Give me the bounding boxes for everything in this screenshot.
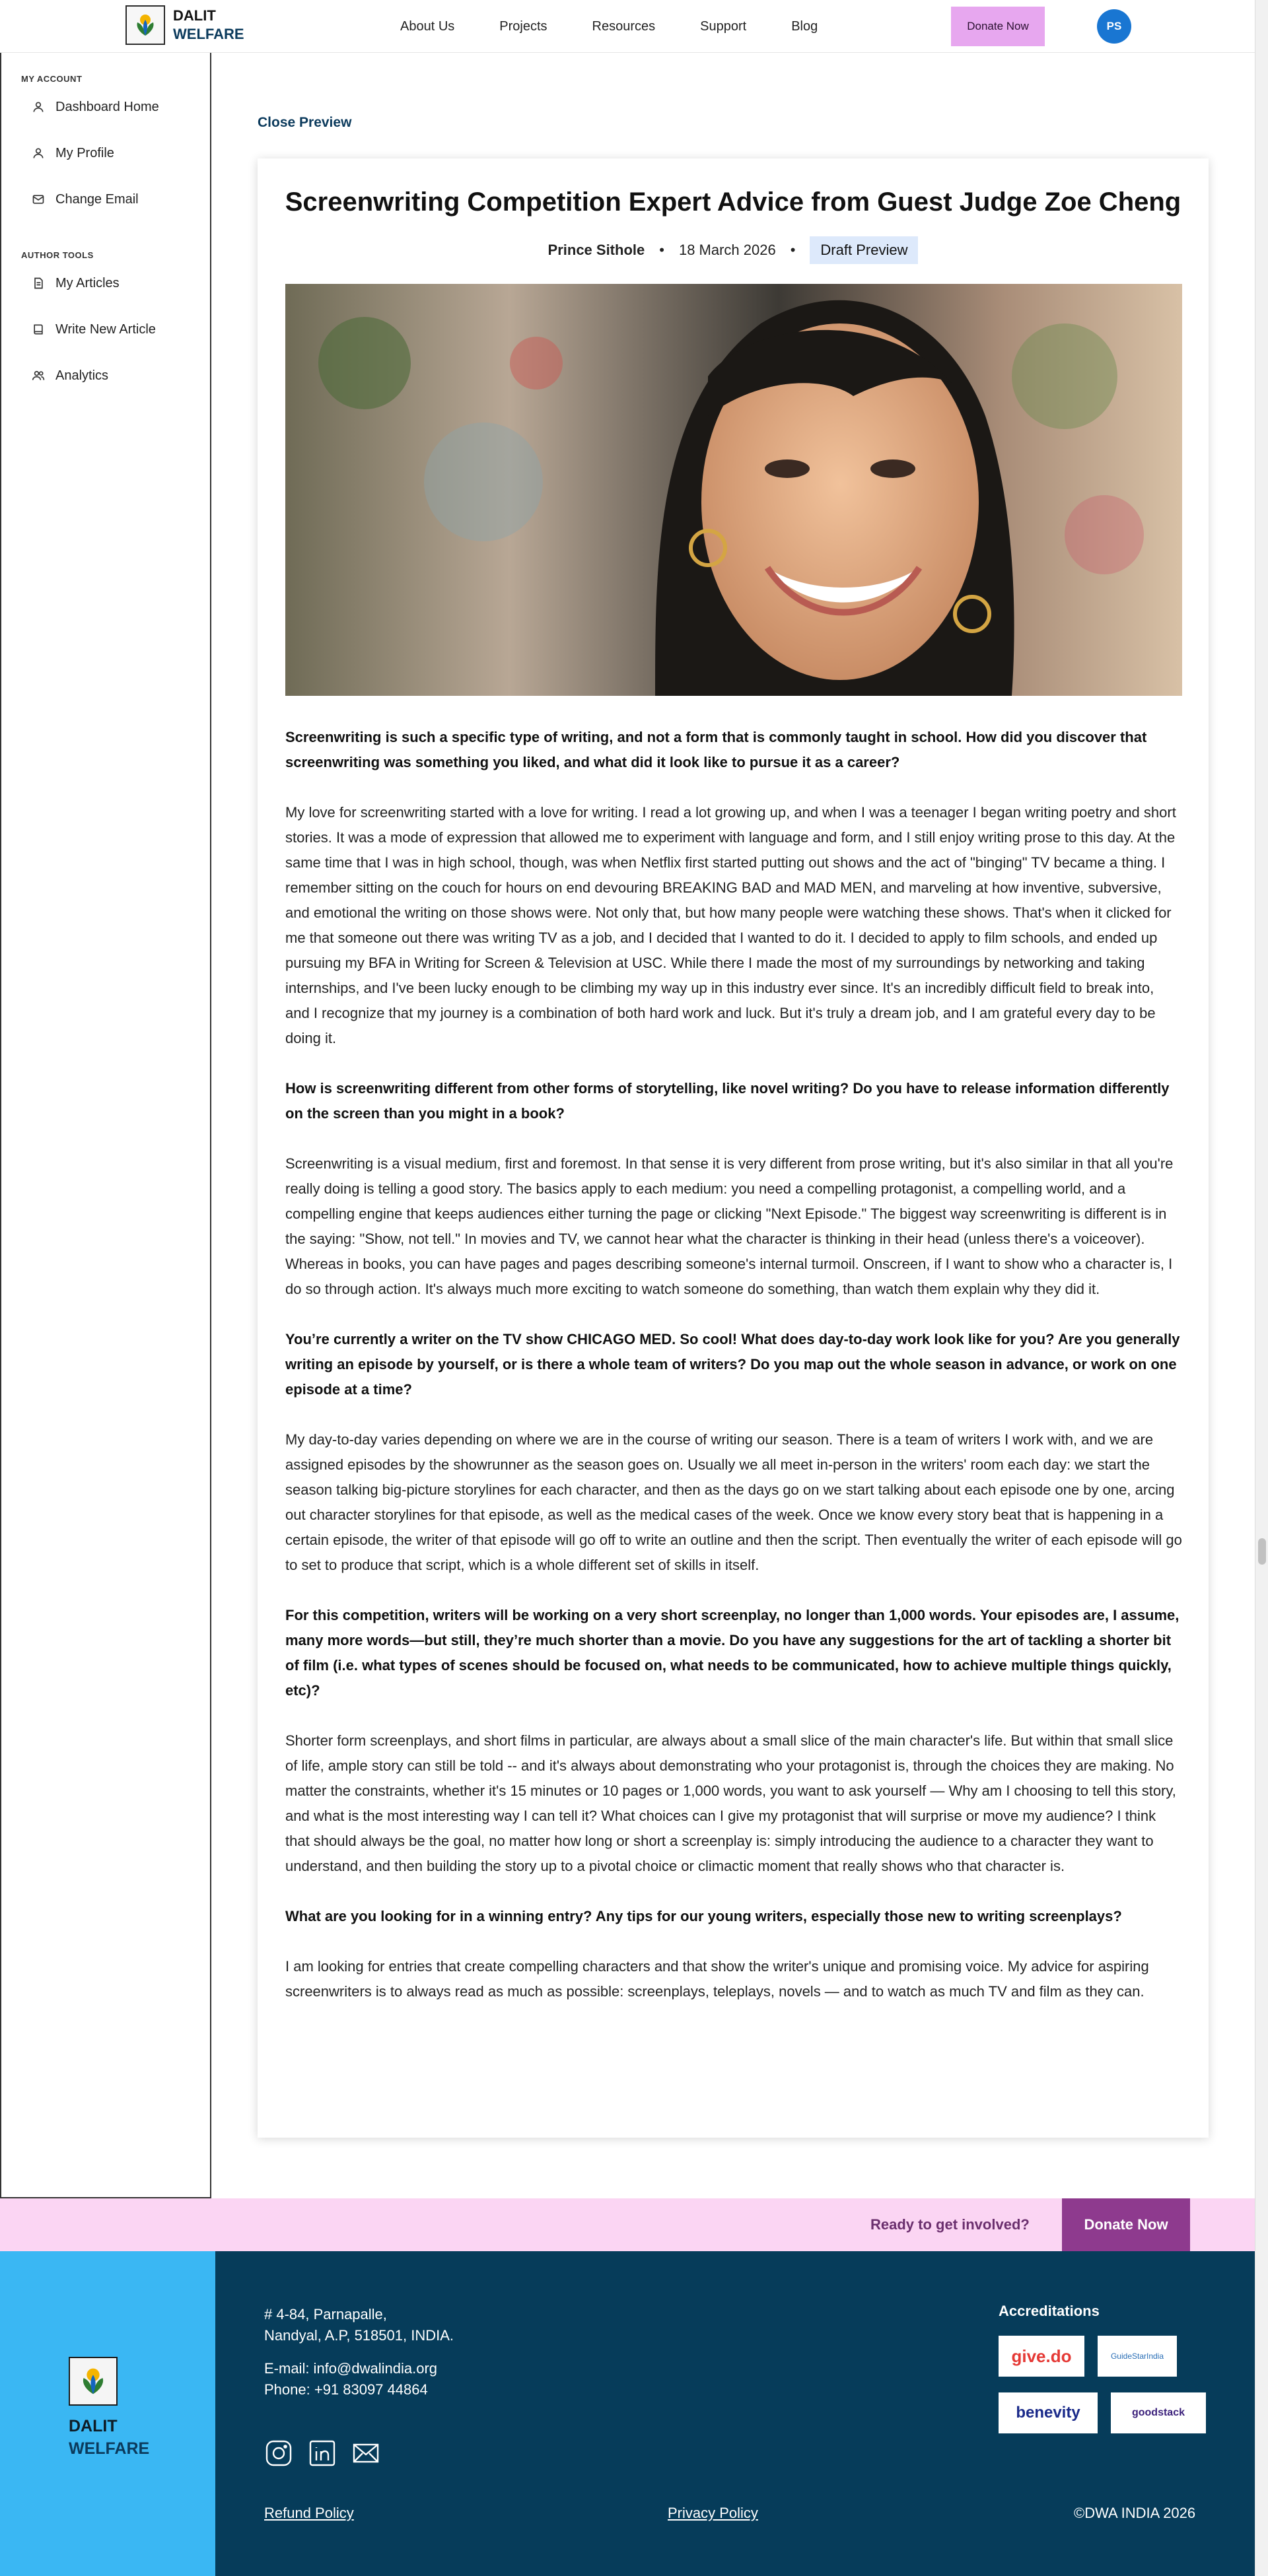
sidebar-item-dashboard-home[interactable] (1, 84, 210, 130)
sidebar-item-write-new-article[interactable] (1, 306, 210, 353)
sidebar-item-analytics[interactable] (1, 353, 210, 399)
page-scrollbar[interactable] (1255, 0, 1268, 2576)
accreditations-heading: Accreditations (999, 2303, 1100, 2319)
copyright: ©DWA INDIA 2026 (1074, 2505, 1196, 2521)
footer-brand-name (69, 2415, 149, 2460)
article-body (285, 725, 1182, 2029)
footer-brand-panel (0, 2251, 215, 2576)
interview-answer: My day-to-day varies depending on where we are in the course of writing our season. There is a team of writers I work with, and we are assigned episodes by the showrunner as the season goes on. Usually we all meet in-person in the writers' room each day: we start the season talking big-picture storylines for each character, and then as the days go on we start talking about each episode one by one, arcing out character storylines for that episode, as well as the medical cases of the week. Once we know every story beat that is happening in a certain episode, the writer of that episode will go off to write an outline and then the script. Then eventually the writer of each episode will go to set to produce that script, which is a whole different set of skills in itself. (285, 1431, 1182, 1573)
footer-address (264, 2304, 454, 2346)
footer-brand-line1: DALIT (69, 2417, 118, 2435)
article-title: Screenwriting Competition Expert Advice from Guest Judge Zoe Cheng (285, 187, 1181, 217)
article-preview-card (258, 158, 1209, 2138)
interview-answer: My love for screenwriting started with a love for writing. I read a lot growing up, and when I was a teenager I began writing poetry and short stories. It was a mode of expression that allowed me to experiment with language and form, and I still enjoy writing prose to this day. At the same time that I was in high school, though, was when Netflix first started putting out shows and the act of "binging" TV became a thing. I remember sitting on the couch for hours on end devouring BREAKING BAD and MAD MEN, and marveling at how inventive, subversive, and emotional the writing on those shows were. Not only that, but how many people were watching these shows. That's when it clicked for me that someone out there was writing TV as a job, and I decided that I wanted to do it. I decided to apply to film schools, and ended up pursuing my BFA in Writing for Screen & Television at USC. While there I made the most of my surroundings by networking and taking internships, and I've been lucky enough to be climbing my way up in this industry ever since. It's an incredibly difficult field to break into, and I recognize that my journey is a combination of both hard work and luck. But it's truly a dream job, and I am grateful every day to be doing it. (285, 804, 1176, 1046)
interview-question: How is screenwriting different from other forms of storytelling, like novel writing? Do you have to release information differently on the screen than you might in a book? (285, 1080, 1170, 1122)
footer-contact (264, 2358, 437, 2400)
accreditation-benevity[interactable]: benevity (999, 2392, 1098, 2433)
refund-policy-link[interactable]: Refund Policy (264, 2505, 354, 2521)
article-meta (258, 236, 1209, 264)
sidebar-item-label: Analytics (55, 368, 109, 383)
sidebar-item-my-articles[interactable] (1, 260, 210, 306)
sidebar-item-label: My Profile (55, 145, 114, 160)
mail-icon[interactable] (351, 2439, 380, 2468)
user-avatar[interactable]: PS (1097, 9, 1131, 44)
accreditation-goodstack[interactable]: goodstack (1111, 2392, 1206, 2433)
lotus-logo-icon (125, 5, 165, 45)
cta-text: Ready to get involved? (870, 2216, 1030, 2233)
sidebar-item-label: My Articles (55, 275, 120, 290)
donate-button-cta[interactable]: Donate Now (1062, 2198, 1190, 2251)
site-footer (215, 2251, 1255, 2576)
accreditation-give-do[interactable]: give.do (999, 2336, 1084, 2377)
top-navbar (0, 0, 1255, 53)
sidebar-heading-author-tools: AUTHOR TOOLS (21, 250, 94, 260)
address-line1: # 4-84, Parnapalle, (264, 2306, 387, 2322)
meta-separator: • (659, 242, 664, 258)
nav-about-us[interactable]: About Us (400, 18, 455, 34)
sidebar-item-label: Write New Article (55, 322, 156, 337)
status-badge: Draft Preview (810, 236, 918, 264)
footer-brand-line2: WELFARE (69, 2439, 150, 2458)
interview-question: Screenwriting is such a specific type of writing, and not a form that is commonly taught in school. How did you discover that screenwriting was something you liked, and what did it look like to pursue it as a career? (285, 729, 1147, 770)
social-links (264, 2439, 380, 2468)
nav-blog[interactable]: Blog (791, 18, 818, 34)
hero-image (285, 284, 1182, 696)
user-icon (32, 100, 45, 114)
donate-button-header[interactable]: Donate Now (951, 7, 1045, 46)
brand-line2: WELFARE (173, 26, 244, 42)
sidebar-heading-my-account: MY ACCOUNT (21, 74, 83, 84)
nav-resources[interactable]: Resources (592, 18, 656, 34)
article-author: Prince Sithole (547, 242, 645, 258)
sidebar-item-label: Change Email (55, 191, 139, 207)
footer-email[interactable]: E-mail: info@dwalindia.org (264, 2360, 438, 2377)
instagram-icon[interactable] (264, 2439, 293, 2468)
linkedin-icon[interactable] (308, 2439, 337, 2468)
main-nav (400, 0, 818, 53)
close-preview-link[interactable]: Close Preview (258, 115, 352, 130)
book-icon (32, 323, 45, 336)
interview-question: You’re currently a writer on the TV show CHICAGO MED. So cool! What does day-to-day work look like for you? Are you generally writing an episode by yourself, or is there a whole team of writers? Do you map out the whole season in advance, or work on one episode at a time? (285, 1331, 1180, 1398)
brand-logo[interactable] (125, 5, 244, 45)
interview-answer: Shorter form screenplays, and short films in particular, are always about a small slice of the main character's life. But within that small slice of life, ample story can still be told -- and it's always about demonstrating who your protagonist is, through the choices they are making. No matter the constraints, whether it's 15 minutes or 10 pages or 1,000 words, you want to ask yourself — Why am I choosing to tell this story, and what is the most interesting way I can tell it? What choices can I give my protagonist that will surprise or move my audience? I think that should always be the goal, no matter how long or short a screenplay is: simply introducing the audience to a character they want to understand, and then building the story up to a pivotal choice or climactic moment that really shows who that character is. (285, 1732, 1176, 1874)
accreditation-guidestar[interactable]: GuideStarIndia (1098, 2336, 1177, 2377)
lotus-logo-icon (69, 2357, 118, 2406)
article-date: 18 March 2026 (678, 242, 776, 258)
account-sidebar (0, 53, 211, 2198)
sidebar-item-label: Dashboard Home (55, 99, 159, 114)
interview-question: What are you looking for in a winning entry? Any tips for our young writers, especially those new to writing screenplays? (285, 1908, 1122, 1924)
meta-separator: • (790, 242, 796, 258)
footer-logo[interactable] (69, 2357, 149, 2460)
interview-answer: I am looking for entries that create compelling characters and that show the writer's unique and promising voice. My advice for aspiring screenwriters is to always read as much as possible: screenplays, teleplays, novels — and to watch as much TV and film as they can. (285, 1958, 1149, 2000)
footer-phone[interactable]: Phone: +91 83097 44864 (264, 2381, 428, 2398)
mail-icon (32, 193, 45, 206)
users-icon (32, 369, 45, 382)
user-icon (32, 147, 45, 160)
brand-name (173, 7, 244, 44)
interview-question: For this competition, writers will be working on a very short screenplay, no longer than 1,000 words. Your episodes are, I assume, many more words—but still, they’re much shorter than a movie. Do you have any suggestions for the art of tackling a shorter bit of film (i.e. what types of scenes should be focused on, what needs to be communicated, how to achieve multiple things quickly, etc)? (285, 1607, 1180, 1699)
scrollbar-thumb[interactable] (1258, 1538, 1266, 1565)
nav-support[interactable]: Support (700, 18, 747, 34)
sidebar-item-my-profile[interactable] (1, 130, 210, 176)
address-line2: Nandyal, A.P, 518501, INDIA. (264, 2327, 454, 2344)
cta-banner (0, 2198, 1255, 2251)
document-icon (32, 277, 45, 290)
privacy-policy-link[interactable]: Privacy Policy (668, 2505, 758, 2521)
nav-projects[interactable]: Projects (499, 18, 547, 34)
brand-line1: DALIT (173, 7, 216, 24)
interview-answer: Screenwriting is a visual medium, first and foremost. In that sense it is very different from prose writing, but it's also similar in that all you're really doing is telling a good story. The basics apply to each medium: you need a compelling protagonist, a compelling world, and a compelling engine that keeps audiences either turning the page or clicking "Next Episode." The biggest way screenwriting is different is in the saying: "Show, not tell." In movies and TV, we cannot hear what the character is thinking in their head (unless there's a voiceover). Whereas in books, you can have pages and pages describing someone's internal turmoil. Onscreen, if I want to show who a character is, I do so through action. It's always much more exciting to watch someone do something, than watch them explain why they did it. (285, 1155, 1174, 1297)
sidebar-item-change-email[interactable] (1, 176, 210, 222)
